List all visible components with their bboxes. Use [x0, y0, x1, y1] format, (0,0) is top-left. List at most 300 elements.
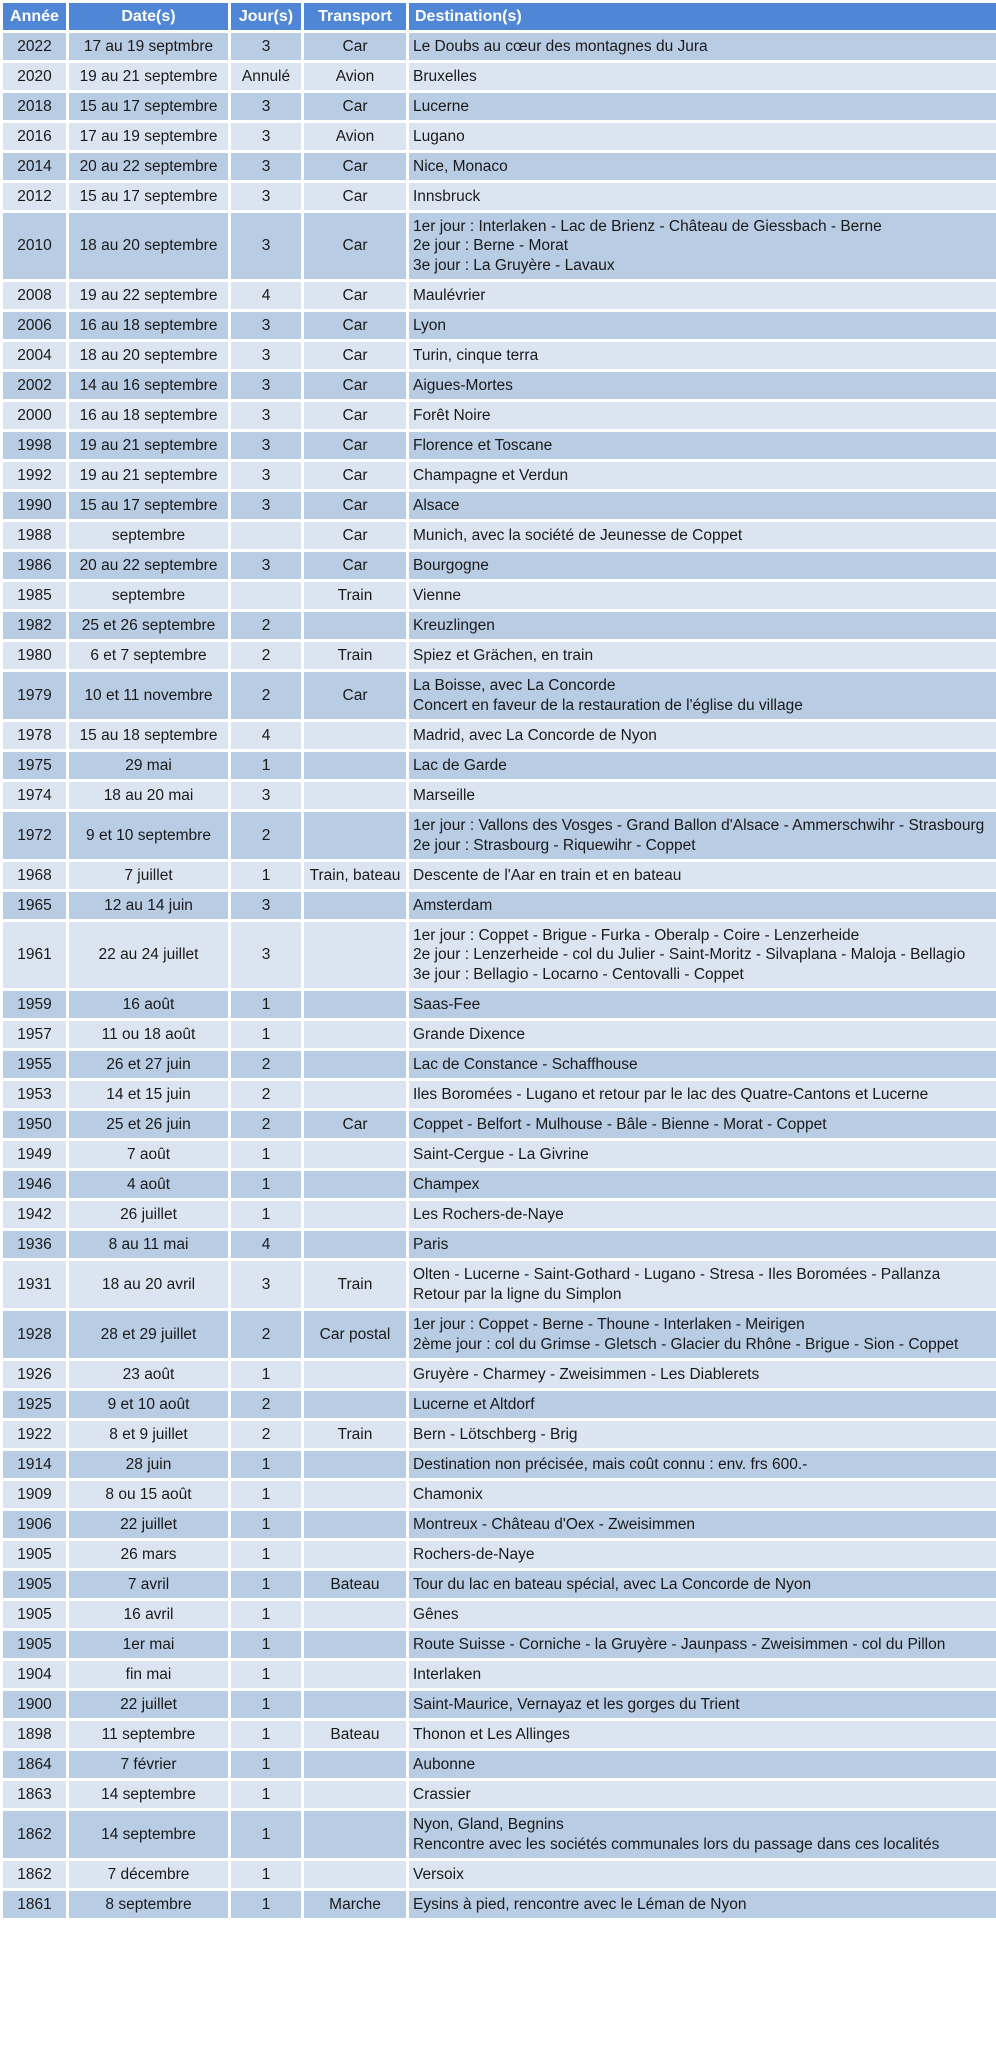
- cell-jours: 1: [230, 1140, 303, 1170]
- cell-dates: 19 au 21 septembre: [68, 461, 230, 491]
- cell-dates: 28 et 29 juillet: [68, 1310, 230, 1360]
- table-row: [2, 1630, 996, 1660]
- cell-jours: 2: [230, 1080, 303, 1110]
- cell-transport: Car: [303, 671, 408, 721]
- destination-line: Lugano: [413, 127, 465, 145]
- destination-line: Chamonix: [413, 1485, 483, 1503]
- table-row: [2, 581, 996, 611]
- cell-annee: 1946: [2, 1170, 68, 1200]
- cell-jours: 3: [230, 891, 303, 921]
- cell-transport: Car: [303, 401, 408, 431]
- cell-destination: [408, 1140, 996, 1170]
- cell-destination: [408, 311, 996, 341]
- cell-jours: 1: [230, 1020, 303, 1050]
- cell-jours: 1: [230, 1200, 303, 1230]
- cell-dates: 26 juillet: [68, 1200, 230, 1230]
- destination-line: Florence et Toscane: [413, 436, 553, 454]
- table-row: [2, 1140, 996, 1170]
- cell-transport: [303, 1660, 408, 1690]
- cell-destination: [408, 1170, 996, 1200]
- cell-jours: 2: [230, 1050, 303, 1080]
- destination-line: Gruyère - Charmey - Zweisimmen - Les Diablerets: [413, 1365, 760, 1383]
- destination-line: Eysins à pied, rencontre avec le Léman de Nyon: [413, 1895, 747, 1913]
- destination-line: Paris: [413, 1235, 449, 1253]
- cell-destination: [408, 641, 996, 671]
- destination-line: Forêt Noire: [413, 406, 491, 424]
- cell-destination: [408, 281, 996, 311]
- cell-destination: [408, 212, 996, 281]
- table-row: [2, 1540, 996, 1570]
- cell-dates: 20 au 22 septembre: [68, 152, 230, 182]
- cell-destination: [408, 1570, 996, 1600]
- table-row: [2, 1450, 996, 1480]
- cell-jours: 1: [230, 990, 303, 1020]
- cell-annee: 1961: [2, 921, 68, 990]
- cell-dates: 7 août: [68, 1140, 230, 1170]
- destination-line: Champex: [413, 1175, 480, 1193]
- cell-jours: 3: [230, 461, 303, 491]
- cell-transport: Car: [303, 491, 408, 521]
- cell-dates: 19 au 22 septembre: [68, 281, 230, 311]
- header-row: [2, 2, 996, 32]
- cell-destination: [408, 371, 996, 401]
- cell-jours: 3: [230, 431, 303, 461]
- table-row: [2, 1110, 996, 1140]
- cell-annee: 2000: [2, 401, 68, 431]
- cell-destination: [408, 1860, 996, 1890]
- cell-jours: 2: [230, 1110, 303, 1140]
- cell-jours: 1: [230, 1510, 303, 1540]
- cell-dates: 9 et 10 septembre: [68, 811, 230, 861]
- cell-transport: [303, 1390, 408, 1420]
- cell-destination: [408, 431, 996, 461]
- cell-transport: Car: [303, 1110, 408, 1140]
- table-row: [2, 551, 996, 581]
- header-destinations: Destination(s): [408, 2, 996, 32]
- cell-annee: 1900: [2, 1690, 68, 1720]
- table-row: [2, 1170, 996, 1200]
- cell-annee: 1974: [2, 781, 68, 811]
- cell-transport: Car: [303, 92, 408, 122]
- table-row: [2, 92, 996, 122]
- cell-annee: 1998: [2, 431, 68, 461]
- destination-line: Destination non précisée, mais coût connu : env. frs 600.-: [413, 1455, 808, 1473]
- cell-destination: [408, 781, 996, 811]
- header-dates: Date(s): [68, 2, 230, 32]
- cell-dates: 15 au 17 septembre: [68, 182, 230, 212]
- cell-transport: Car: [303, 461, 408, 491]
- cell-annee: 1992: [2, 461, 68, 491]
- table-row: [2, 182, 996, 212]
- cell-transport: Train: [303, 1260, 408, 1310]
- cell-annee: 1979: [2, 671, 68, 721]
- cell-jours: 2: [230, 811, 303, 861]
- cell-transport: [303, 1750, 408, 1780]
- cell-jours: 3: [230, 122, 303, 152]
- cell-annee: 1936: [2, 1230, 68, 1260]
- cell-jours: 4: [230, 281, 303, 311]
- cell-jours: 3: [230, 212, 303, 281]
- cell-dates: 16 août: [68, 990, 230, 1020]
- destination-line: Munich, avec la société de Jeunesse de Coppet: [413, 526, 743, 544]
- cell-annee: 2008: [2, 281, 68, 311]
- cell-dates: 29 mai: [68, 751, 230, 781]
- cell-dates: 18 au 20 mai: [68, 781, 230, 811]
- destination-line: La Boisse, avec La Concorde: [413, 677, 616, 694]
- cell-annee: 1990: [2, 491, 68, 521]
- cell-annee: 1986: [2, 551, 68, 581]
- destination-line: Tour du lac en bateau spécial, avec La Concorde de Nyon: [413, 1575, 812, 1593]
- cell-annee: 2018: [2, 92, 68, 122]
- cell-annee: 1955: [2, 1050, 68, 1080]
- table-row: [2, 122, 996, 152]
- table-row: [2, 1050, 996, 1080]
- cell-transport: Car: [303, 32, 408, 62]
- cell-transport: Car: [303, 371, 408, 401]
- cell-annee: 1953: [2, 1080, 68, 1110]
- cell-dates: 14 septembre: [68, 1810, 230, 1860]
- cell-destination: [408, 521, 996, 551]
- table-row: [2, 152, 996, 182]
- cell-annee: 1898: [2, 1720, 68, 1750]
- cell-destination: [408, 1080, 996, 1110]
- cell-jours: 1: [230, 751, 303, 781]
- table-row: [2, 1310, 996, 1360]
- cell-dates: 8 ou 15 août: [68, 1480, 230, 1510]
- cell-dates: 25 et 26 septembre: [68, 611, 230, 641]
- cell-jours: 1: [230, 861, 303, 891]
- cell-destination: [408, 921, 996, 990]
- cell-jours: 3: [230, 491, 303, 521]
- table-row: [2, 1860, 996, 1890]
- cell-annee: 1904: [2, 1660, 68, 1690]
- destination-line: Coppet - Belfort - Mulhouse - Bâle - Bienne - Morat - Coppet: [413, 1115, 827, 1133]
- cell-annee: 1863: [2, 1780, 68, 1810]
- cell-dates: 11 septembre: [68, 1720, 230, 1750]
- cell-annee: 1905: [2, 1570, 68, 1600]
- cell-destination: [408, 1630, 996, 1660]
- cell-transport: [303, 781, 408, 811]
- destination-line: Lucerne et Altdorf: [413, 1395, 535, 1413]
- destination-line: Lyon: [413, 316, 447, 334]
- destination-line: Nice, Monaco: [413, 157, 508, 175]
- table-row: [2, 891, 996, 921]
- cell-transport: [303, 1780, 408, 1810]
- destination-line: 1er jour : Coppet - Berne - Thoune - Interlaken - Meirigen: [413, 1316, 805, 1333]
- cell-dates: 26 mars: [68, 1540, 230, 1570]
- cell-jours: 1: [230, 1480, 303, 1510]
- cell-destination: [408, 1450, 996, 1480]
- cell-transport: Train: [303, 581, 408, 611]
- table-row: [2, 1260, 996, 1310]
- table-row: [2, 212, 996, 281]
- header-transport: Transport: [303, 2, 408, 32]
- cell-transport: Car: [303, 212, 408, 281]
- cell-transport: [303, 990, 408, 1020]
- cell-transport: [303, 1170, 408, 1200]
- destination-line: Interlaken: [413, 1665, 482, 1683]
- table-row: [2, 1570, 996, 1600]
- cell-transport: [303, 1480, 408, 1510]
- destination-line: Rochers-de-Naye: [413, 1545, 535, 1563]
- destination-line: Les Rochers-de-Naye: [413, 1205, 564, 1223]
- cell-destination: [408, 32, 996, 62]
- cell-annee: 2014: [2, 152, 68, 182]
- table-row: [2, 990, 996, 1020]
- cell-jours: 1: [230, 1690, 303, 1720]
- table-row: [2, 371, 996, 401]
- cell-destination: [408, 401, 996, 431]
- table-row: [2, 1480, 996, 1510]
- cell-destination: [408, 461, 996, 491]
- cell-transport: [303, 611, 408, 641]
- destination-line: Madrid, avec La Concorde de Nyon: [413, 726, 657, 744]
- cell-transport: [303, 1690, 408, 1720]
- cell-dates: 22 au 24 juillet: [68, 921, 230, 990]
- cell-annee: 2016: [2, 122, 68, 152]
- cell-dates: 8 septembre: [68, 1890, 230, 1920]
- cell-destination: [408, 611, 996, 641]
- cell-transport: Bateau: [303, 1720, 408, 1750]
- cell-annee: 1950: [2, 1110, 68, 1140]
- destination-line: 1er jour : Interlaken - Lac de Brienz - Château de Giessbach - Berne: [413, 217, 882, 235]
- cell-transport: [303, 1510, 408, 1540]
- cell-jours: 1: [230, 1360, 303, 1390]
- cell-dates: fin mai: [68, 1660, 230, 1690]
- cell-jours: 1: [230, 1810, 303, 1860]
- cell-transport: [303, 921, 408, 990]
- cell-jours: 1: [230, 1170, 303, 1200]
- cell-destination: [408, 861, 996, 891]
- destination-line: Marseille: [413, 786, 476, 804]
- table-row: [2, 281, 996, 311]
- cell-annee: 1864: [2, 1750, 68, 1780]
- cell-transport: [303, 1630, 408, 1660]
- destination-line: Rencontre avec les sociétés communales lors du passage dans ces localités: [413, 1835, 940, 1853]
- cell-transport: [303, 1860, 408, 1890]
- cell-jours: Annulé: [230, 62, 303, 92]
- cell-destination: [408, 1420, 996, 1450]
- cell-destination: [408, 1510, 996, 1540]
- cell-jours: 2: [230, 611, 303, 641]
- table-row: [2, 401, 996, 431]
- cell-dates: 15 au 18 septembre: [68, 721, 230, 751]
- cell-transport: Car: [303, 281, 408, 311]
- cell-annee: 2020: [2, 62, 68, 92]
- table-row: [2, 811, 996, 861]
- cell-destination: [408, 1260, 996, 1310]
- cell-dates: 18 au 20 septembre: [68, 341, 230, 371]
- table-row: [2, 1230, 996, 1260]
- cell-dates: 18 au 20 avril: [68, 1260, 230, 1310]
- cell-transport: [303, 721, 408, 751]
- destination-line: Concert en faveur de la restauration de l'église du village: [413, 696, 803, 714]
- table-row: [2, 1690, 996, 1720]
- cell-dates: 8 et 9 juillet: [68, 1420, 230, 1450]
- cell-destination: [408, 671, 996, 721]
- cell-transport: Car postal: [303, 1310, 408, 1360]
- destination-line: Saint-Cergue - La Givrine: [413, 1145, 589, 1163]
- cell-destination: [408, 551, 996, 581]
- cell-jours: [230, 521, 303, 551]
- cell-transport: Train: [303, 641, 408, 671]
- cell-annee: 1975: [2, 751, 68, 781]
- cell-annee: 1980: [2, 641, 68, 671]
- cell-destination: [408, 1540, 996, 1570]
- cell-transport: Marche: [303, 1890, 408, 1920]
- cell-transport: [303, 1080, 408, 1110]
- cell-dates: septembre: [68, 521, 230, 551]
- destination-line: Montreux - Château d'Oex - Zweisimmen: [413, 1515, 696, 1533]
- cell-jours: 3: [230, 921, 303, 990]
- destination-line: Crassier: [413, 1785, 471, 1803]
- cell-jours: 3: [230, 401, 303, 431]
- cell-annee: 1862: [2, 1810, 68, 1860]
- cell-destination: [408, 1310, 996, 1360]
- cell-jours: 1: [230, 1860, 303, 1890]
- destination-line: 3e jour : Bellagio - Locarno - Centovalli - Coppet: [413, 965, 744, 983]
- cell-dates: 22 juillet: [68, 1510, 230, 1540]
- cell-dates: 12 au 14 juin: [68, 891, 230, 921]
- cell-jours: 1: [230, 1450, 303, 1480]
- destination-line: 2ème jour : col du Grimse - Gletsch - Glacier du Rhône - Brigue - Sion - Coppet: [413, 1335, 959, 1353]
- cell-destination: [408, 1360, 996, 1390]
- cell-transport: [303, 1230, 408, 1260]
- destination-line: 1er jour : Vallons des Vosges - Grand Ballon d'Alsace - Ammerschwihr - Strasbourg: [413, 817, 985, 834]
- cell-annee: 2022: [2, 32, 68, 62]
- cell-jours: 2: [230, 1420, 303, 1450]
- cell-destination: [408, 62, 996, 92]
- cell-annee: 1909: [2, 1480, 68, 1510]
- table-row: [2, 921, 996, 990]
- cell-dates: 10 et 11 novembre: [68, 671, 230, 721]
- cell-annee: 1905: [2, 1630, 68, 1660]
- cell-destination: [408, 721, 996, 751]
- cell-dates: 25 et 26 juin: [68, 1110, 230, 1140]
- cell-jours: 1: [230, 1780, 303, 1810]
- cell-destination: [408, 1780, 996, 1810]
- table-row: [2, 1600, 996, 1630]
- table-row: [2, 781, 996, 811]
- cell-annee: 1968: [2, 861, 68, 891]
- table-row: [2, 491, 996, 521]
- cell-annee: 1906: [2, 1510, 68, 1540]
- cell-transport: Car: [303, 182, 408, 212]
- cell-annee: 1926: [2, 1360, 68, 1390]
- cell-destination: [408, 152, 996, 182]
- cell-annee: 1925: [2, 1390, 68, 1420]
- table-row: [2, 341, 996, 371]
- cell-annee: 2004: [2, 341, 68, 371]
- table-row: [2, 431, 996, 461]
- cell-jours: 4: [230, 1230, 303, 1260]
- cell-destination: [408, 1810, 996, 1860]
- table-row: [2, 32, 996, 62]
- table-row: [2, 1080, 996, 1110]
- destination-line: Aubonne: [413, 1755, 476, 1773]
- cell-jours: 4: [230, 721, 303, 751]
- cell-destination: [408, 1390, 996, 1420]
- table-row: [2, 1510, 996, 1540]
- cell-annee: 1988: [2, 521, 68, 551]
- table-row: [2, 1890, 996, 1920]
- destination-line: Maulévrier: [413, 286, 486, 304]
- cell-annee: 1905: [2, 1600, 68, 1630]
- cell-transport: [303, 1200, 408, 1230]
- cell-annee: 1931: [2, 1260, 68, 1310]
- cell-dates: 16 au 18 septembre: [68, 311, 230, 341]
- cell-destination: [408, 990, 996, 1020]
- destination-line: 2e jour : Lenzerheide - col du Julier - Saint-Moritz - Silvaplana - Maloja - Bellagio: [413, 946, 966, 964]
- cell-transport: Car: [303, 341, 408, 371]
- cell-transport: [303, 1050, 408, 1080]
- destination-line: Grande Dixence: [413, 1025, 526, 1043]
- cell-transport: [303, 1140, 408, 1170]
- cell-transport: [303, 811, 408, 861]
- cell-dates: 19 au 21 septembre: [68, 62, 230, 92]
- cell-jours: 1: [230, 1660, 303, 1690]
- cell-annee: 1942: [2, 1200, 68, 1230]
- cell-destination: [408, 491, 996, 521]
- table-row: [2, 641, 996, 671]
- destination-line: Bourgogne: [413, 556, 489, 574]
- cell-dates: 1er mai: [68, 1630, 230, 1660]
- cell-destination: [408, 92, 996, 122]
- cell-jours: 1: [230, 1540, 303, 1570]
- cell-annee: 2010: [2, 212, 68, 281]
- cell-destination: [408, 891, 996, 921]
- destination-line: Bruxelles: [413, 67, 477, 85]
- cell-destination: [408, 182, 996, 212]
- cell-transport: [303, 1810, 408, 1860]
- table-row: [2, 1200, 996, 1230]
- destination-line: Versoix: [413, 1865, 464, 1883]
- cell-jours: 1: [230, 1890, 303, 1920]
- destination-line: Aigues-Mortes: [413, 376, 513, 394]
- cell-destination: [408, 1020, 996, 1050]
- cell-dates: 4 août: [68, 1170, 230, 1200]
- cell-jours: 2: [230, 671, 303, 721]
- cell-dates: 7 juillet: [68, 861, 230, 891]
- table-header: [2, 2, 996, 32]
- destination-line: Olten - Lucerne - Saint-Gothard - Lugano - Stresa - Iles Boromées - Pallanza: [413, 1266, 941, 1283]
- destination-line: Spiez et Grächen, en train: [413, 646, 594, 664]
- cell-destination: [408, 1200, 996, 1230]
- cell-jours: 1: [230, 1600, 303, 1630]
- table-row: [2, 1750, 996, 1780]
- cell-destination: [408, 1110, 996, 1140]
- cell-jours: 3: [230, 311, 303, 341]
- cell-dates: 7 décembre: [68, 1860, 230, 1890]
- table-row: [2, 671, 996, 721]
- table-row: [2, 721, 996, 751]
- cell-destination: [408, 1690, 996, 1720]
- cell-dates: 9 et 10 août: [68, 1390, 230, 1420]
- cell-annee: 1978: [2, 721, 68, 751]
- cell-transport: Car: [303, 311, 408, 341]
- cell-dates: 8 au 11 mai: [68, 1230, 230, 1260]
- table-body: [2, 32, 996, 1920]
- destination-line: Route Suisse - Corniche - la Gruyère - Jaunpass - Zweisimmen - col du Pillon: [413, 1635, 946, 1653]
- cell-destination: [408, 122, 996, 152]
- cell-dates: 19 au 21 septembre: [68, 431, 230, 461]
- cell-dates: 16 avril: [68, 1600, 230, 1630]
- cell-dates: 14 au 16 septembre: [68, 371, 230, 401]
- destination-line: Kreuzlingen: [413, 616, 495, 634]
- cell-jours: 2: [230, 1310, 303, 1360]
- cell-dates: septembre: [68, 581, 230, 611]
- cell-annee: 1914: [2, 1450, 68, 1480]
